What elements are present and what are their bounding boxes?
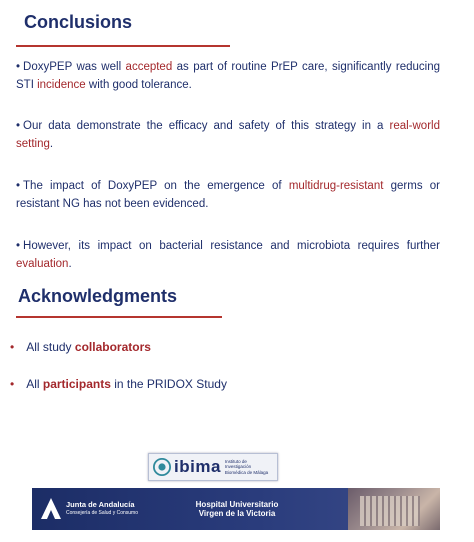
ack-text: All study: [26, 340, 75, 354]
ack-text: All: [26, 377, 43, 391]
bullet-text: as part of routine PrEP care, significantly reducing STI: [16, 61, 441, 91]
ibima-wordmark: ibima: [174, 457, 221, 476]
hospital-line-2: Virgen de la Victoria: [198, 509, 276, 518]
bullet-text: .: [68, 258, 72, 270]
ack-item-1: [10, 340, 151, 354]
hospital-label: [172, 500, 302, 518]
bullet-dot: •: [16, 61, 21, 73]
highlight-multidrug: multidrug-resistant: [288, 180, 384, 192]
bullet-text: However, its impact on bacterial resistance and microbiota requires further: [23, 240, 440, 252]
highlight-accepted: accepted: [125, 61, 173, 73]
bullet-text: DoxyPEP was well: [23, 61, 126, 73]
junta-subtitle: Consejería de Salud y Consumo: [66, 510, 138, 516]
highlight-participants: participants: [42, 377, 111, 391]
junta-andalucia-logo-icon: [40, 497, 62, 521]
ibima-subtitle: Instituto de Investigación Biomédica de Málaga: [224, 458, 269, 475]
conclusions-heading: Conclusions: [24, 12, 133, 32]
acknowledgments-underline: [16, 316, 222, 318]
bullet-dot: •: [16, 120, 21, 132]
bullet-dot: •: [16, 180, 21, 192]
ack-item-2: [10, 377, 227, 391]
conclusion-bullet-3: [16, 177, 440, 213]
bullet-dot: •: [10, 340, 15, 354]
conclusion-bullet-1: [16, 58, 440, 94]
acknowledgments-heading: Acknowledgments: [18, 286, 178, 306]
bullet-text: Our data demonstrate the efficacy and safety of this strategy in a: [23, 120, 390, 132]
junta-name: Junta de Andalucía: [66, 500, 135, 509]
conclusion-bullet-4: [16, 237, 440, 273]
bullet-text: germs or resistant NG has not been evidenced.: [16, 180, 440, 210]
hospital-photo: [348, 488, 440, 530]
highlight-incidence: incidence: [37, 79, 86, 91]
hospital-line-1: Hospital Universitario: [195, 500, 279, 509]
conclusions-underline: [16, 45, 230, 47]
highlight-collaborators: collaborators: [74, 340, 151, 354]
ack-text: in the PRIDOX Study: [110, 377, 227, 391]
institution-banner: [32, 488, 440, 530]
bullet-text: .: [49, 138, 54, 150]
bullet-text: with good tolerance.: [85, 79, 192, 91]
junta-label: [66, 501, 138, 517]
hospital-building-image: [360, 496, 420, 526]
ibima-mark-icon: [153, 458, 171, 476]
highlight-real-world: real-world setting: [16, 120, 440, 150]
bullet-dot: •: [16, 240, 21, 252]
bullet-text: The impact of DoxyPEP on the emergence of: [23, 180, 289, 192]
bullet-dot: •: [10, 377, 15, 391]
highlight-evaluation: evaluation: [16, 258, 69, 270]
conclusion-bullet-2: [16, 117, 440, 153]
ibima-logo: [148, 453, 278, 481]
